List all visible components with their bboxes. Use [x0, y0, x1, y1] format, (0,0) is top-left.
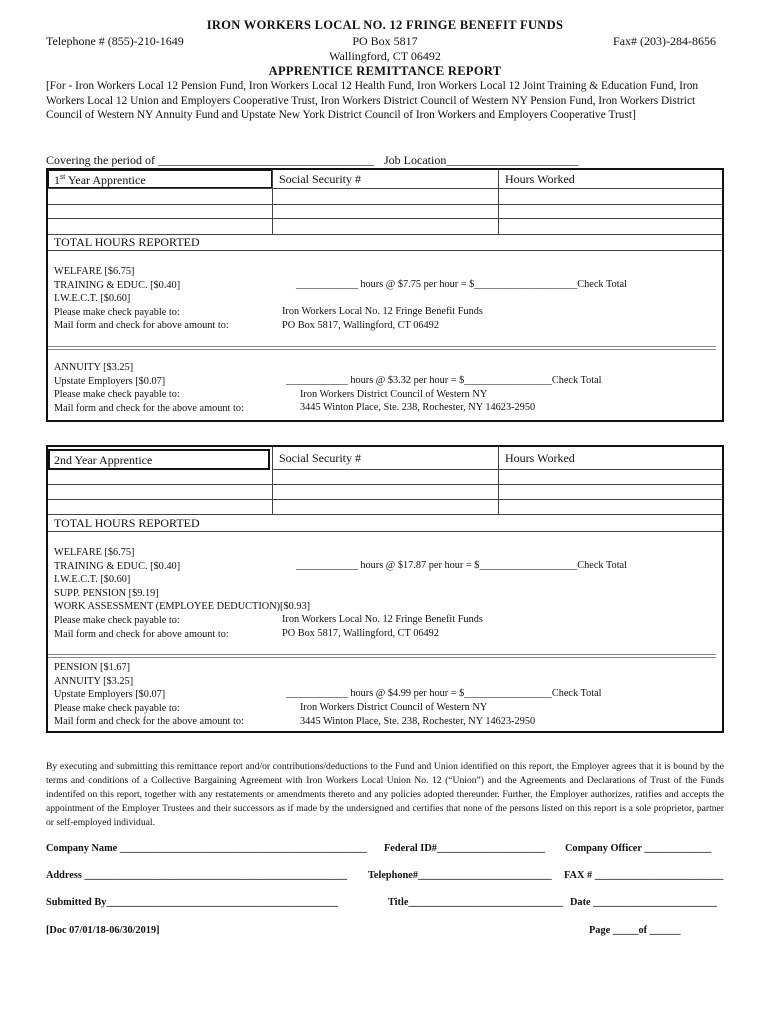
- address-field[interactable]: Address ___________________________________________________: [46, 870, 348, 881]
- section2-a-items: WELFARE [$6.75] TRAINING & EDUC. [$0.40] I.W.E.C.T. [$0.60] SUPP. PENSION [$9.19] WORK ASSESSMENT (EMPLOYEE DEDUCTION)[$0.93] Please make check payable to: Mail form and check for above amount to:: [54, 547, 311, 640]
- company-officer-field[interactable]: Company Officer _____________: [565, 843, 712, 854]
- page-number-field[interactable]: Page _____of ______: [589, 925, 681, 936]
- divider: [48, 346, 716, 350]
- date-field[interactable]: Date ________________________: [570, 897, 717, 908]
- section1-b-payee: Iron Workers District Council of Western NY: [300, 389, 488, 400]
- section2-apprentice-header: 2nd Year Apprentice: [54, 453, 153, 467]
- telephone-text: Telephone # (855)-210-1649: [46, 34, 184, 48]
- section1-ssn-header: Social Security #: [279, 172, 361, 186]
- divider: [48, 654, 716, 658]
- report-title: APPRENTICE REMITTANCE REPORT: [268, 64, 502, 78]
- section2-a-payee: Iron Workers Local No. 12 Fringe Benefit Funds: [282, 614, 483, 625]
- section1-hours-header: Hours Worked: [505, 172, 575, 186]
- funds-note: [For - Iron Workers Local 12 Pension Fund, Iron Workers Local 12 Health Fund, Iron Workers Local 12 Joint Training & Education Fund, Iron Workers Local 12 Union and Employers Cooperative Trust, Iron Workers District Council of Western NY Pension Fund, Iron Workers District Council of Western NY Annuity Fund and Upstate New York District Council of Iron Workers and Employers Cooperative Trust]: [46, 80, 699, 122]
- section2-hours-header: Hours Worked: [505, 451, 575, 465]
- covering-period-field[interactable]: Covering the period of ____________________________________: [46, 153, 374, 167]
- section1-a-address: PO Box 5817, Wallingford, CT 06492: [282, 320, 439, 331]
- section2-row[interactable]: [48, 499, 722, 500]
- job-location-field[interactable]: Job Location______________________: [384, 153, 579, 167]
- doc-reference: [Doc 07/01/18-06/30/2019]: [46, 925, 160, 936]
- company-name-field[interactable]: Company Name ________________________________________________: [46, 843, 367, 854]
- section2-b-address: 3445 Winton Place, Ste. 238, Rochester, NY 14623-2950: [300, 716, 536, 727]
- org-title: IRON WORKERS LOCAL NO. 12 FRINGE BENEFIT FUNDS: [206, 18, 564, 32]
- section1-total-label: TOTAL HOURS REPORTED: [54, 235, 200, 249]
- section1-row[interactable]: [48, 204, 722, 205]
- title-field[interactable]: Title______________________________: [388, 897, 563, 908]
- section1-row[interactable]: [48, 218, 722, 219]
- section1-a-items: WELFARE [$6.75] TRAINING & EDUC. [$0.40] I.W.E.C.T. [$0.60] Please make check payable to: Mail form and check for above amount to:: [54, 266, 229, 332]
- section2-a-address: PO Box 5817, Wallingford, CT 06492: [282, 628, 439, 639]
- section2-row[interactable]: [48, 484, 722, 485]
- fax-text: Fax# (203)-284-8656: [613, 34, 716, 48]
- section2-b-payee: Iron Workers District Council of Western NY: [300, 702, 488, 713]
- section2-a-check-total[interactable]: ____________ hours @ $17.87 per hour = $___________________Check Total: [296, 560, 627, 571]
- section1-apprentice-header: 1st Year Apprentice: [54, 172, 146, 187]
- po-box-text: PO Box 5817: [352, 34, 418, 48]
- section2-ssn-header: Social Security #: [279, 451, 361, 465]
- section1-b-check-total[interactable]: ____________ hours @ $3.32 per hour = $_________________Check Total: [286, 375, 602, 386]
- fax-field[interactable]: FAX # _________________________: [564, 870, 724, 881]
- section2-b-items: PENSION [$1.67] ANNUITY [$3.25] Upstate Employers [$0.07] Please make check payable to: Mail form and check for the above amount to:: [54, 662, 244, 728]
- telephone-field[interactable]: Telephone#__________________________: [368, 870, 552, 881]
- submitted-by-field[interactable]: Submitted By_____________________________________________: [46, 897, 339, 908]
- federal-id-field[interactable]: Federal ID#_____________________: [384, 843, 546, 854]
- section1-a-payee: Iron Workers Local No. 12 Fringe Benefit Funds: [282, 306, 483, 317]
- agreement-text: By executing and submitting this remittance report and/or contributions/deductions to the Fund and Union identified on this report, the Employer agrees that it is bound by the terms and conditions of a Collective Bargaining Agreement with Iron Workers Local Union No. 12 (“Union”) and the Agreements and Declarations of Trust of the Funds indentifed on this report, together with any restatements or amendments thereto and any policies adopted thereunder. Further, the Employer authorizes, ratifies and accepts the appointment of the Employer Trustees and their successors as if made by the undersigned and certifies that none of the persons listed on this report is a sole proprietor, partner or self-employed individual.: [46, 761, 724, 828]
- section1-b-items: ANNUITY [$3.25] Upstate Employers [$0.07] Please make check payable to: Mail form and check for the above amount to:: [54, 362, 244, 414]
- city-text: Wallingford, CT 06492: [329, 49, 441, 63]
- section1-a-check-total[interactable]: ____________ hours @ $7.75 per hour = $____________________Check Total: [296, 279, 627, 290]
- section2-total-label: TOTAL HOURS REPORTED: [54, 516, 200, 530]
- section1-b-address: 3445 Winton Place, Ste. 238, Rochester, NY 14623-2950: [300, 402, 536, 413]
- section2-b-check-total[interactable]: ____________ hours @ $4.99 per hour = $_________________Check Total: [286, 688, 602, 699]
